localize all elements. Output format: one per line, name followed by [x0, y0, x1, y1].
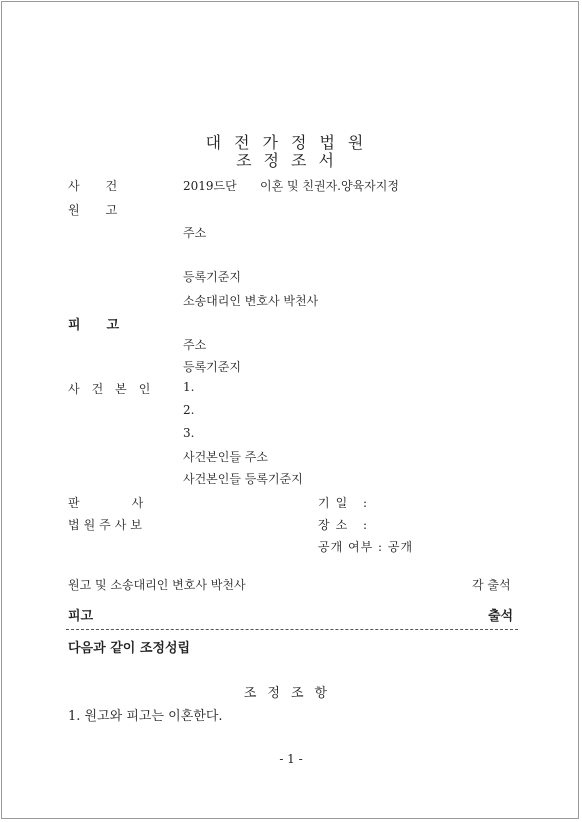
- defendant-registry-label: 등록기준지: [183, 360, 241, 374]
- case-number: 2019드단: [183, 179, 237, 193]
- court-assistant-label: 법원주사보: [68, 518, 146, 532]
- defendant-label: 피고: [68, 318, 146, 333]
- case-label: 사건: [68, 179, 144, 193]
- principals-registry-label: 사건본인들 등록기준지: [183, 472, 303, 486]
- divider-line: [66, 629, 518, 630]
- page-number: - 1 -: [279, 752, 303, 766]
- plaintiff-registry-label: 등록기준지: [183, 270, 241, 284]
- plaintiff-attendance-status: 각 출석: [472, 578, 511, 592]
- principal-item-2: 2.: [183, 403, 195, 417]
- defendant-attendance: 피고: [68, 609, 94, 624]
- principal-item-1: 1.: [183, 380, 195, 394]
- hearing-date-label: 기일 :: [318, 496, 374, 510]
- judge-label: 판사: [68, 496, 196, 510]
- clause-1: 1. 원고와 피고는 이혼한다.: [68, 709, 223, 724]
- public-status: 공개 여부 : 공개: [318, 540, 414, 554]
- case-name: 이혼 및 친권자.양육자지정: [260, 179, 399, 193]
- principal-item-3: 3.: [183, 426, 195, 440]
- agreement-statement: 다음과 같이 조정성립: [68, 641, 191, 656]
- defendant-attendance-status: 출석: [488, 609, 514, 624]
- section-title: 조정조항: [243, 686, 339, 701]
- plaintiff-attendance: 원고 및 소송대리인 변호사 박천사: [68, 578, 246, 592]
- hearing-place-label: 장소 :: [318, 518, 374, 532]
- defendant-address-label: 주소: [183, 338, 207, 352]
- document-title: 조정조서: [236, 151, 346, 170]
- plaintiff-label: 원고: [68, 203, 144, 217]
- principals-label: 사건본인: [68, 382, 163, 396]
- principals-address-label: 사건본인들 주소: [183, 450, 268, 464]
- plaintiff-address-label: 주소: [183, 226, 207, 240]
- court-name: 대전가정법원: [205, 133, 377, 152]
- plaintiff-attorney: 소송대리인 변호사 박천사: [183, 294, 319, 308]
